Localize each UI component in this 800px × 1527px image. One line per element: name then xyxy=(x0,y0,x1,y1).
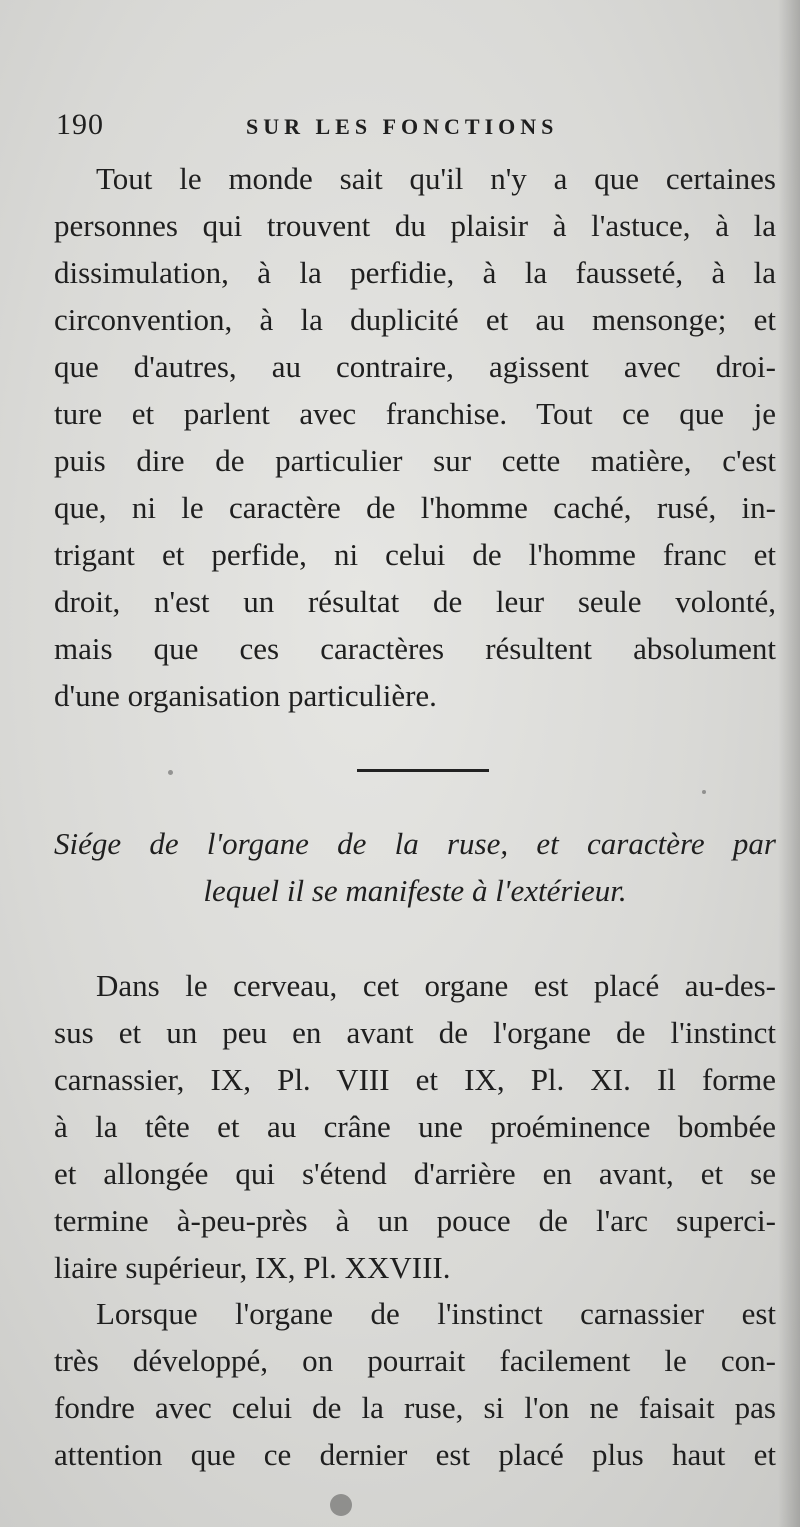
paper-blemish xyxy=(702,790,706,794)
text-line: personnes qui trouvent du plaisir à l'astuce, à la xyxy=(54,208,776,243)
text-line: sus et un peu en avant de l'organe de l'instinct xyxy=(54,1015,776,1050)
paper-blemish xyxy=(330,1494,352,1516)
text-line: carnassier, IX, Pl. VIII et IX, Pl. XI. Il forme xyxy=(54,1062,776,1097)
page-number: 190 xyxy=(56,108,104,141)
text-line: que, ni le caractère de l'homme caché, rusé, in- xyxy=(54,490,776,525)
text-line: fondre avec celui de la ruse, si l'on ne faisait pas xyxy=(54,1390,776,1425)
text-line: très développé, on pourrait facilement le con- xyxy=(54,1343,776,1378)
text-line: liaire supérieur, IX, Pl. XXVIII. xyxy=(54,1250,451,1285)
paragraph-3 xyxy=(54,1290,776,1478)
text-line: droit, n'est un résultat de leur seule volonté, xyxy=(54,584,776,619)
text-line: mais que ces caractères résultent absolument xyxy=(54,631,776,666)
heading-line: lequel il se manifeste à l'extérieur. xyxy=(203,873,627,908)
text-line: trigant et perfide, ni celui de l'homme franc et xyxy=(54,537,776,572)
page-header xyxy=(56,108,776,148)
text-line: dissimulation, à la perfidie, à la fausseté, à la xyxy=(54,255,776,290)
paragraph-2 xyxy=(54,962,776,1291)
page-edge-shadow xyxy=(778,0,800,1527)
running-title: SUR LES FONCTIONS xyxy=(246,114,559,139)
text-line: ture et parlent avec franchise. Tout ce que je xyxy=(54,396,776,431)
text-line: Lorsque l'organe de l'instinct carnassier est xyxy=(96,1296,776,1331)
paper-blemish xyxy=(168,770,173,775)
text-line: termine à-peu-près à un pouce de l'arc superci- xyxy=(54,1203,776,1238)
heading-line: Siége de l'organe de la ruse, et caractère par xyxy=(54,826,776,861)
paragraph-1 xyxy=(54,155,776,719)
section-heading xyxy=(54,820,776,914)
text-line: et allongée qui s'étend d'arrière en avant, et se xyxy=(54,1156,776,1191)
text-line: que d'autres, au contraire, agissent avec droi- xyxy=(54,349,776,384)
text-line: attention que ce dernier est placé plus haut et xyxy=(54,1437,776,1472)
text-line: puis dire de particulier sur cette matière, c'est xyxy=(54,443,776,478)
section-separator-rule xyxy=(357,769,489,772)
text-line: d'une organisation particulière. xyxy=(54,678,437,713)
text-line: Dans le cerveau, cet organe est placé au-des- xyxy=(96,968,776,1003)
text-line: à la tête et au crâne une proéminence bombée xyxy=(54,1109,776,1144)
text-line: Tout le monde sait qu'il n'y a que certaines xyxy=(96,161,776,196)
text-line: circonvention, à la duplicité et au mensonge; et xyxy=(54,302,776,337)
